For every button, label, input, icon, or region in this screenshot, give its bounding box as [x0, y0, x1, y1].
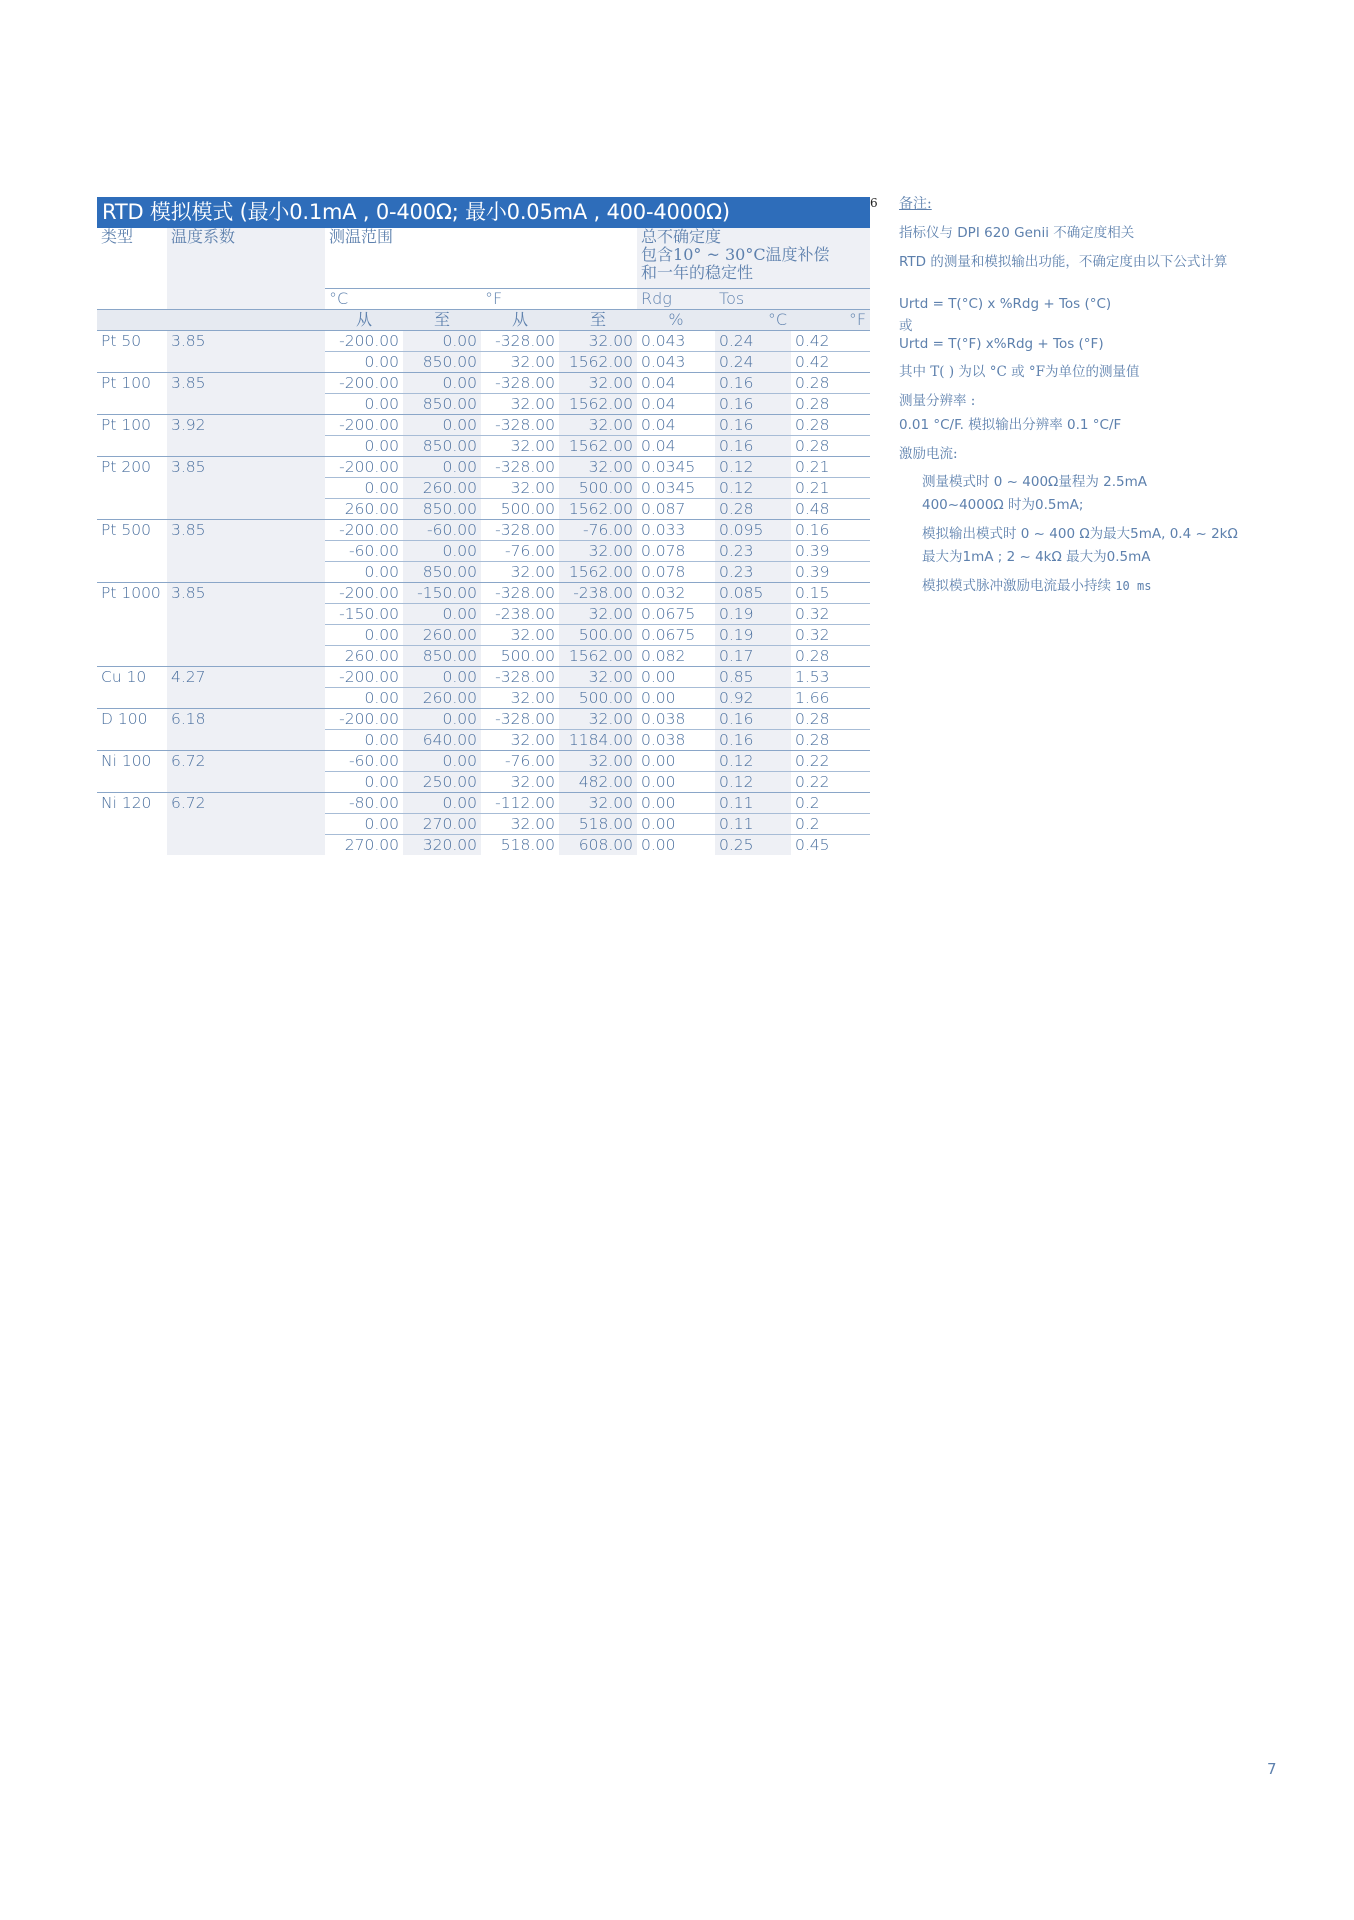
tos-f-cell: 0.28 [791, 373, 870, 394]
header-from-c: 从 [325, 310, 403, 331]
table-row [97, 625, 870, 646]
tos-c-cell: 0.19 [715, 604, 791, 625]
range-f-to-cell: 32.00 [559, 604, 637, 625]
range-c-from-cell: -200.00 [325, 583, 403, 604]
range-c-from-cell: 0.00 [325, 814, 403, 835]
range-f-to-cell: 500.00 [559, 688, 637, 709]
tos-f-cell: 0.48 [791, 499, 870, 520]
notes-line-2: RTD 的测量和模拟输出功能，不确定度由以下公式计算 [899, 254, 1228, 270]
coefficient-cell: 3.85 [167, 583, 325, 604]
range-c-from-cell: -150.00 [325, 604, 403, 625]
excitation-label: 激励电流: [899, 446, 958, 462]
table-row [97, 793, 870, 814]
range-c-to-cell: 270.00 [403, 814, 481, 835]
range-f-from-cell: 32.00 [481, 436, 559, 457]
range-c-to-cell: -150.00 [403, 583, 481, 604]
range-c-to-cell: 0.00 [403, 373, 481, 394]
range-c-to-cell: 0.00 [403, 415, 481, 436]
range-c-from-cell: 0.00 [325, 625, 403, 646]
range-f-to-cell: 482.00 [559, 772, 637, 793]
sensor-type-cell [97, 688, 167, 709]
rdg-percent-cell: 0.043 [637, 331, 715, 352]
tos-f-cell: 0.28 [791, 436, 870, 457]
tos-c-cell: 0.16 [715, 394, 791, 415]
range-f-from-cell: 32.00 [481, 772, 559, 793]
range-f-from-cell: -76.00 [481, 541, 559, 562]
range-c-to-cell: 260.00 [403, 478, 481, 499]
range-f-to-cell: 32.00 [559, 751, 637, 772]
table-row [97, 583, 870, 604]
range-f-to-cell: -238.00 [559, 583, 637, 604]
sensor-type-cell [97, 562, 167, 583]
range-c-from-cell: 0.00 [325, 688, 403, 709]
tos-f-cell: 0.28 [791, 730, 870, 751]
sensor-type-cell: Cu 10 [97, 667, 167, 688]
range-c-to-cell: 0.00 [403, 541, 481, 562]
tos-c-cell: 0.12 [715, 751, 791, 772]
sensor-type-cell: Pt 200 [97, 457, 167, 478]
table-row [97, 457, 870, 478]
rdg-percent-cell: 0.078 [637, 562, 715, 583]
range-f-from-cell: -328.00 [481, 520, 559, 541]
tos-f-cell: 0.45 [791, 835, 870, 856]
range-c-to-cell: 320.00 [403, 835, 481, 856]
range-c-from-cell: -60.00 [325, 541, 403, 562]
rdg-percent-cell: 0.04 [637, 394, 715, 415]
notes-title: 备注: [899, 196, 932, 212]
table-row [97, 352, 870, 373]
coefficient-cell [167, 562, 325, 583]
excitation-simulate-2: 最大为1mA ; 2 ~ 4kΩ 最大为0.5mA [922, 549, 1151, 565]
table-row [97, 688, 870, 709]
rdg-percent-cell: 0.04 [637, 373, 715, 394]
tos-c-cell: 0.085 [715, 583, 791, 604]
sensor-type-cell: Pt 100 [97, 415, 167, 436]
table-row [97, 604, 870, 625]
coefficient-cell [167, 814, 325, 835]
tos-c-cell: 0.24 [715, 352, 791, 373]
excitation-measure-1: 测量模式时 0 ~ 400Ω量程为 2.5mA [922, 474, 1148, 490]
range-c-from-cell: -200.00 [325, 373, 403, 394]
rdg-percent-cell: 0.00 [637, 667, 715, 688]
page-number: 7 [1267, 1760, 1277, 1778]
tos-c-cell: 0.24 [715, 331, 791, 352]
range-f-from-cell: 500.00 [481, 646, 559, 667]
table-row [97, 373, 870, 394]
tos-c-cell: 0.25 [715, 835, 791, 856]
tos-c-cell: 0.12 [715, 457, 791, 478]
table-row [97, 667, 870, 688]
tos-c-cell: 0.12 [715, 772, 791, 793]
range-f-from-cell: 32.00 [481, 562, 559, 583]
rdg-percent-cell: 0.00 [637, 772, 715, 793]
range-f-to-cell: 1184.00 [559, 730, 637, 751]
header-uncertainty-line2: 包含10° ~ 30°C温度补偿 [641, 245, 830, 264]
header-row-1 [97, 228, 870, 289]
rdg-percent-cell: 0.04 [637, 415, 715, 436]
range-f-from-cell: -328.00 [481, 373, 559, 394]
table-row [97, 835, 870, 856]
range-f-from-cell: -328.00 [481, 667, 559, 688]
sensor-type-cell [97, 730, 167, 751]
range-f-to-cell: 32.00 [559, 415, 637, 436]
range-c-to-cell: 0.00 [403, 331, 481, 352]
tos-c-cell: 0.92 [715, 688, 791, 709]
tos-f-cell: 0.32 [791, 604, 870, 625]
range-c-from-cell: 0.00 [325, 562, 403, 583]
tos-c-cell: 0.23 [715, 541, 791, 562]
range-c-to-cell: 0.00 [403, 709, 481, 730]
range-c-to-cell: 850.00 [403, 436, 481, 457]
tos-c-cell: 0.28 [715, 499, 791, 520]
sensor-type-cell [97, 772, 167, 793]
coefficient-cell [167, 835, 325, 856]
tos-f-cell: 0.28 [791, 709, 870, 730]
range-f-to-cell: 32.00 [559, 541, 637, 562]
tos-c-cell: 0.19 [715, 625, 791, 646]
range-f-to-cell: -76.00 [559, 520, 637, 541]
range-f-to-cell: 32.00 [559, 667, 637, 688]
tos-f-cell: 0.2 [791, 793, 870, 814]
resolution-value: 0.01 °C/F. 模拟输出分辨率 0.1 °C/F [899, 417, 1122, 433]
table-row [97, 331, 870, 352]
header-row-3 [97, 310, 870, 331]
table-row [97, 814, 870, 835]
coefficient-cell [167, 499, 325, 520]
tos-f-cell: 0.2 [791, 814, 870, 835]
rdg-percent-cell: 0.082 [637, 646, 715, 667]
range-c-from-cell: -200.00 [325, 520, 403, 541]
coefficient-cell: 3.85 [167, 457, 325, 478]
table-row [97, 499, 870, 520]
tos-c-cell: 0.85 [715, 667, 791, 688]
range-f-from-cell: -328.00 [481, 331, 559, 352]
tos-c-cell: 0.12 [715, 478, 791, 499]
rdg-percent-cell: 0.00 [637, 835, 715, 856]
tos-f-cell: 0.28 [791, 415, 870, 436]
header-uncertainty-line3: 和一年的稳定性 [641, 263, 754, 282]
header-range: 测温范围 [329, 227, 394, 246]
rdg-percent-cell: 0.00 [637, 793, 715, 814]
range-f-from-cell: 32.00 [481, 394, 559, 415]
range-c-to-cell: 850.00 [403, 646, 481, 667]
sensor-type-cell [97, 541, 167, 562]
coefficient-cell [167, 478, 325, 499]
range-f-from-cell: 518.00 [481, 835, 559, 856]
range-f-to-cell: 1562.00 [559, 499, 637, 520]
range-c-to-cell: 850.00 [403, 562, 481, 583]
rtd-spec-table [97, 228, 870, 855]
rdg-percent-cell: 0.087 [637, 499, 715, 520]
header-uncertainty-line1: 总不确定度 [641, 227, 722, 246]
sensor-type-cell [97, 814, 167, 835]
rdg-percent-cell: 0.04 [637, 436, 715, 457]
header-unit-c: °C [325, 289, 481, 310]
range-c-from-cell: -200.00 [325, 709, 403, 730]
range-f-from-cell: 32.00 [481, 814, 559, 835]
tos-c-cell: 0.17 [715, 646, 791, 667]
tos-f-cell: 1.53 [791, 667, 870, 688]
coefficient-cell: 3.85 [167, 373, 325, 394]
range-c-from-cell: 0.00 [325, 436, 403, 457]
range-f-to-cell: 32.00 [559, 457, 637, 478]
tos-f-cell: 0.15 [791, 583, 870, 604]
range-f-from-cell: 32.00 [481, 730, 559, 751]
rdg-percent-cell: 0.0345 [637, 478, 715, 499]
coefficient-cell: 6.72 [167, 751, 325, 772]
sensor-type-cell: Pt 100 [97, 373, 167, 394]
coefficient-cell [167, 772, 325, 793]
table-body [97, 331, 870, 856]
tos-c-cell: 0.16 [715, 709, 791, 730]
range-c-from-cell: -200.00 [325, 331, 403, 352]
range-f-from-cell: 32.00 [481, 352, 559, 373]
sensor-type-cell: Pt 50 [97, 331, 167, 352]
notes-line-1: 指标仪与 DPI 620 Genii 不确定度相关 [899, 225, 1135, 241]
table-row [97, 562, 870, 583]
rdg-percent-cell: 0.038 [637, 730, 715, 751]
tos-c-cell: 0.16 [715, 415, 791, 436]
coefficient-cell: 3.92 [167, 415, 325, 436]
tos-f-cell: 0.22 [791, 772, 870, 793]
tos-f-cell: 0.28 [791, 394, 870, 415]
coefficient-cell: 3.85 [167, 520, 325, 541]
range-c-to-cell: 0.00 [403, 457, 481, 478]
range-f-to-cell: 1562.00 [559, 646, 637, 667]
rdg-percent-cell: 0.0675 [637, 604, 715, 625]
rdg-percent-cell: 0.00 [637, 688, 715, 709]
excitation-simulate-1: 模拟输出模式时 0 ~ 400 Ω为最大5mA, 0.4 ~ 2kΩ [922, 526, 1238, 542]
table-row [97, 394, 870, 415]
sensor-type-cell [97, 625, 167, 646]
tos-f-cell: 0.32 [791, 625, 870, 646]
table-row [97, 730, 870, 751]
tos-c-cell: 0.11 [715, 814, 791, 835]
table-row [97, 520, 870, 541]
excitation-measure-2: 400~4000Ω 时为0.5mA; [922, 497, 1084, 513]
tos-c-cell: 0.16 [715, 373, 791, 394]
range-f-from-cell: 32.00 [481, 478, 559, 499]
range-f-to-cell: 1562.00 [559, 436, 637, 457]
rdg-percent-cell: 0.038 [637, 709, 715, 730]
sensor-type-cell [97, 604, 167, 625]
range-c-from-cell: 0.00 [325, 772, 403, 793]
sensor-type-cell [97, 436, 167, 457]
header-percent: % [637, 310, 715, 331]
range-f-to-cell: 32.00 [559, 709, 637, 730]
sensor-type-cell [97, 394, 167, 415]
range-c-from-cell: -200.00 [325, 457, 403, 478]
range-f-to-cell: 608.00 [559, 835, 637, 856]
range-f-to-cell: 500.00 [559, 478, 637, 499]
range-c-to-cell: -60.00 [403, 520, 481, 541]
range-c-from-cell: -80.00 [325, 793, 403, 814]
range-f-from-cell: 32.00 [481, 625, 559, 646]
coefficient-cell [167, 646, 325, 667]
header-type: 类型 [101, 227, 134, 246]
coefficient-cell: 6.18 [167, 709, 325, 730]
range-c-from-cell: 0.00 [325, 478, 403, 499]
resolution-label: 测量分辨率 : [899, 393, 976, 409]
excitation-pulse [899, 574, 1319, 594]
range-c-to-cell: 850.00 [403, 499, 481, 520]
range-f-to-cell: 518.00 [559, 814, 637, 835]
coefficient-cell [167, 436, 325, 457]
table-row [97, 478, 870, 499]
table-title: RTD 模拟模式 (最小0.1mA , 0-400Ω; 最小0.05mA , 400-4000Ω) [97, 197, 870, 228]
range-c-from-cell: -200.00 [325, 415, 403, 436]
range-f-to-cell: 32.00 [559, 373, 637, 394]
header-to-f: 至 [559, 310, 637, 331]
coefficient-cell: 4.27 [167, 667, 325, 688]
excitation-pulse-text: 模拟模式脉冲激励电流最小持续 [922, 578, 1116, 594]
header-row-2 [97, 289, 870, 310]
sensor-type-cell [97, 835, 167, 856]
tos-f-cell: 0.28 [791, 646, 870, 667]
range-c-to-cell: 850.00 [403, 352, 481, 373]
tos-c-cell: 0.11 [715, 793, 791, 814]
table-row [97, 751, 870, 772]
tos-f-cell: 0.16 [791, 520, 870, 541]
range-c-from-cell: 0.00 [325, 352, 403, 373]
range-f-from-cell: -328.00 [481, 583, 559, 604]
range-f-from-cell: -328.00 [481, 709, 559, 730]
rtd-spec-table-section [97, 197, 870, 855]
table-row [97, 709, 870, 730]
range-f-to-cell: 1562.00 [559, 562, 637, 583]
header-to-c: 至 [403, 310, 481, 331]
coefficient-cell: 6.72 [167, 793, 325, 814]
table-row [97, 541, 870, 562]
sensor-type-cell [97, 352, 167, 373]
sensor-type-cell: Pt 1000 [97, 583, 167, 604]
range-f-to-cell: 32.00 [559, 331, 637, 352]
rdg-percent-cell: 0.00 [637, 814, 715, 835]
header-coefficient: 温度系数 [167, 228, 325, 289]
tos-f-cell: 0.39 [791, 562, 870, 583]
coefficient-cell [167, 541, 325, 562]
sensor-type-cell: Pt 500 [97, 520, 167, 541]
formula-celsius: Urtd = T(°C) x %Rdg + Tos (°C) [899, 296, 1112, 312]
table-row [97, 646, 870, 667]
rdg-percent-cell: 0.0675 [637, 625, 715, 646]
coefficient-cell [167, 604, 325, 625]
rdg-percent-cell: 0.00 [637, 751, 715, 772]
formula-fahrenheit: Urtd = T(°F) x%Rdg + Tos (°F) [899, 336, 1104, 352]
sensor-type-cell: Ni 120 [97, 793, 167, 814]
header-from-f: 从 [481, 310, 559, 331]
sensor-type-cell [97, 478, 167, 499]
header-unit-f: °F [481, 289, 637, 310]
header-rdg: Rdg [637, 289, 715, 310]
rdg-percent-cell: 0.032 [637, 583, 715, 604]
range-f-from-cell: -328.00 [481, 415, 559, 436]
footnote-marker: 6 [870, 196, 878, 210]
tos-c-cell: 0.095 [715, 520, 791, 541]
header-tos: Tos [715, 289, 870, 310]
range-c-to-cell: 0.00 [403, 793, 481, 814]
range-c-from-cell: -60.00 [325, 751, 403, 772]
coefficient-cell [167, 352, 325, 373]
coefficient-cell [167, 730, 325, 751]
range-c-to-cell: 0.00 [403, 667, 481, 688]
tos-f-cell: 0.21 [791, 457, 870, 478]
rdg-percent-cell: 0.0345 [637, 457, 715, 478]
range-f-to-cell: 500.00 [559, 625, 637, 646]
rdg-percent-cell: 0.078 [637, 541, 715, 562]
notes-panel [899, 193, 1319, 594]
range-f-from-cell: 500.00 [481, 499, 559, 520]
sensor-type-cell: D 100 [97, 709, 167, 730]
range-c-from-cell: -200.00 [325, 667, 403, 688]
coefficient-cell [167, 688, 325, 709]
range-c-from-cell: 260.00 [325, 499, 403, 520]
range-f-from-cell: -238.00 [481, 604, 559, 625]
table-row [97, 436, 870, 457]
range-c-from-cell: 260.00 [325, 646, 403, 667]
range-c-to-cell: 0.00 [403, 751, 481, 772]
range-c-to-cell: 260.00 [403, 625, 481, 646]
range-f-from-cell: -112.00 [481, 793, 559, 814]
sensor-type-cell: Ni 100 [97, 751, 167, 772]
range-f-from-cell: -76.00 [481, 751, 559, 772]
tos-f-cell: 0.22 [791, 751, 870, 772]
tos-f-cell: 0.21 [791, 478, 870, 499]
excitation-pulse-value: 10 ms [1115, 579, 1152, 593]
range-c-from-cell: 0.00 [325, 394, 403, 415]
header-tos-f: °F [791, 310, 870, 331]
tos-c-cell: 0.16 [715, 436, 791, 457]
tos-c-cell: 0.23 [715, 562, 791, 583]
header-uncertainty [637, 228, 870, 289]
formula-where: 其中 T( ) 为以 °C 或 °F为单位的测量值 [899, 364, 1140, 380]
sensor-type-cell [97, 499, 167, 520]
table-row [97, 415, 870, 436]
range-f-to-cell: 1562.00 [559, 394, 637, 415]
header-tos-c: °C [715, 310, 791, 331]
range-c-to-cell: 850.00 [403, 394, 481, 415]
tos-f-cell: 0.42 [791, 331, 870, 352]
rdg-percent-cell: 0.043 [637, 352, 715, 373]
coefficient-cell [167, 625, 325, 646]
range-c-to-cell: 640.00 [403, 730, 481, 751]
coefficient-cell [167, 394, 325, 415]
table-row [97, 772, 870, 793]
tos-f-cell: 0.42 [791, 352, 870, 373]
range-c-from-cell: 0.00 [325, 730, 403, 751]
coefficient-cell: 3.85 [167, 331, 325, 352]
tos-f-cell: 0.39 [791, 541, 870, 562]
formula-or: 或 [899, 318, 913, 334]
range-f-to-cell: 32.00 [559, 793, 637, 814]
range-c-to-cell: 250.00 [403, 772, 481, 793]
range-f-from-cell: 32.00 [481, 688, 559, 709]
tos-f-cell: 1.66 [791, 688, 870, 709]
range-f-from-cell: -328.00 [481, 457, 559, 478]
range-c-from-cell: 270.00 [325, 835, 403, 856]
sensor-type-cell [97, 646, 167, 667]
tos-c-cell: 0.16 [715, 730, 791, 751]
range-c-to-cell: 0.00 [403, 604, 481, 625]
range-f-to-cell: 1562.00 [559, 352, 637, 373]
range-c-to-cell: 260.00 [403, 688, 481, 709]
rdg-percent-cell: 0.033 [637, 520, 715, 541]
